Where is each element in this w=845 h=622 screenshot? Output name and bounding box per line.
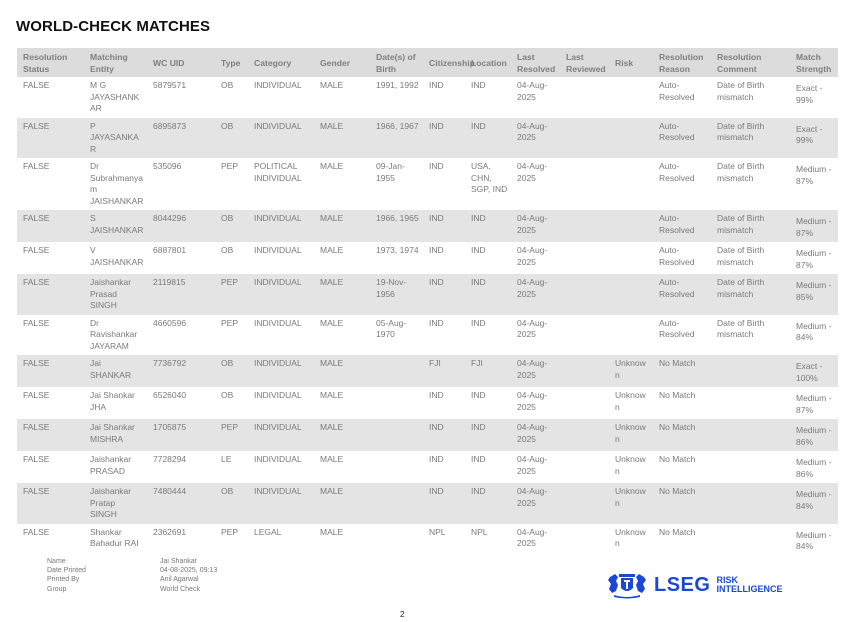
cell-citizenship: IND xyxy=(429,80,444,90)
cell-last-resolved: 04-Aug-2025 xyxy=(511,274,560,315)
cell-resolution-status: FALSE xyxy=(17,274,84,315)
cell-wc-uid: 2362691 xyxy=(153,526,187,537)
cell-location: IND xyxy=(471,454,486,464)
cell-type: PEP xyxy=(221,317,239,328)
cell-last-reviewed xyxy=(560,274,609,315)
cell-gender: MALE xyxy=(314,355,370,387)
cell-location: IND xyxy=(465,483,511,524)
cell-match-strength: Medium - 84% xyxy=(796,320,832,342)
cell-matching-entity: Jaishankar PRASAD xyxy=(90,454,132,476)
cell-resolution-status: FALSE xyxy=(23,80,50,90)
logo-subtitle xyxy=(716,576,782,594)
cell-last-reviewed xyxy=(560,419,609,451)
cell-dob xyxy=(370,419,423,451)
cell-citizenship: IND xyxy=(423,419,465,451)
cell-category: INDIVIDUAL xyxy=(248,210,314,242)
cell-resolution-comment: Date of Birth mismatch xyxy=(711,118,790,159)
cell-match-strength: Medium - 84% xyxy=(790,483,838,524)
cell-last-resolved: 04-Aug-2025 xyxy=(517,454,548,476)
cell-category: POLITICAL INDIVIDUAL xyxy=(254,161,302,183)
cell-last-reviewed xyxy=(560,242,609,274)
world-check-table xyxy=(17,48,838,556)
cell-gender: MALE xyxy=(320,454,344,464)
cell-citizenship: IND xyxy=(429,454,444,464)
cell-location: USA, CHN, SGP, IND xyxy=(471,161,508,194)
value-date-printed: 04-08-2025, 09:13 xyxy=(160,567,218,575)
cell-last-resolved: 04-Aug-2025 xyxy=(511,483,560,524)
cell-type: OB xyxy=(221,390,234,400)
cell-matching-entity: Shankar Bahadur RAI xyxy=(90,526,139,548)
cell-wc-uid: 6895873 xyxy=(147,118,215,159)
cell-resolution-comment: Date of Birth mismatch xyxy=(717,317,765,339)
logo-wordmark: LSEG xyxy=(654,573,711,596)
cell-match-strength: Medium - 87% xyxy=(796,248,832,270)
cell-type: OB xyxy=(215,210,248,242)
cell-last-reviewed xyxy=(560,118,609,159)
cell-wc-uid: 4660596 xyxy=(153,317,187,328)
print-details xyxy=(47,557,217,594)
cell-dob xyxy=(370,387,423,419)
table-row xyxy=(17,419,838,451)
col-category: Category xyxy=(248,48,314,77)
col-dob: Date(s) of Birth xyxy=(370,48,423,77)
page-title: WORLD-CHECK MATCHES xyxy=(16,18,211,35)
cell-last-resolved: 04-Aug-2025 xyxy=(517,390,548,412)
cell-type: OB xyxy=(215,355,248,387)
cell-category: INDIVIDUAL xyxy=(254,454,302,464)
cell-last-reviewed xyxy=(560,387,609,419)
cell-risk: Unknown xyxy=(615,454,646,476)
cell-category: INDIVIDUAL xyxy=(254,317,302,328)
cell-last-resolved: 04-Aug-2025 xyxy=(517,161,548,183)
cell-resolution-status: FALSE xyxy=(23,245,50,255)
cell-citizenship: IND xyxy=(429,161,444,171)
cell-resolution-reason: Auto-Resolved xyxy=(653,274,711,315)
cell-location: IND xyxy=(465,419,511,451)
cell-gender: MALE xyxy=(320,80,344,90)
cell-wc-uid: 7736792 xyxy=(147,355,215,387)
cell-resolution-comment: Date of Birth mismatch xyxy=(717,245,765,267)
cell-last-resolved: 04-Aug-2025 xyxy=(511,118,560,159)
cell-type: PEP xyxy=(221,526,239,537)
cell-category: INDIVIDUAL xyxy=(248,118,314,159)
cell-wc-uid: 5879571 xyxy=(153,80,187,90)
cell-dob: 1991, 1992 xyxy=(376,80,419,90)
table-row xyxy=(17,387,838,419)
cell-resolution-comment: Date of Birth mismatch xyxy=(717,161,765,183)
table-row xyxy=(17,158,838,210)
cell-gender: MALE xyxy=(320,390,344,400)
cell-gender: MALE xyxy=(314,118,370,159)
table-row xyxy=(17,524,838,556)
cell-dob xyxy=(370,483,423,524)
cell-match-strength: Medium - 84% xyxy=(796,529,832,551)
cell-citizenship: IND xyxy=(423,483,465,524)
value-printed-by: Anil Agarwal xyxy=(160,576,199,584)
table-row xyxy=(17,483,838,524)
cell-wc-uid: 6887801 xyxy=(153,245,187,255)
label-name: Name xyxy=(47,558,66,565)
value-name: Jai Shankar xyxy=(160,558,197,565)
cell-gender: MALE xyxy=(320,245,344,255)
table-header-row xyxy=(17,48,838,77)
cell-resolution-status: FALSE xyxy=(23,454,50,464)
cell-last-reviewed xyxy=(560,451,609,483)
cell-resolution-reason: No Match xyxy=(659,526,696,537)
table-body xyxy=(17,77,838,556)
cell-category: INDIVIDUAL xyxy=(254,390,302,400)
cell-gender: MALE xyxy=(320,161,344,171)
cell-last-resolved: 04-Aug-2025 xyxy=(511,419,560,451)
col-wc-uid: WC UID xyxy=(147,48,215,77)
table-row xyxy=(17,77,838,118)
cell-resolution-comment: Date of Birth mismatch xyxy=(711,210,790,242)
col-type: Type xyxy=(215,48,248,77)
cell-citizenship: IND xyxy=(423,274,465,315)
cell-dob: 1973, 1974 xyxy=(376,245,419,255)
cell-wc-uid: 535096 xyxy=(153,161,182,171)
cell-risk xyxy=(609,77,653,118)
cell-resolution-reason: Auto-Resolved xyxy=(659,317,695,339)
cell-match-strength: Medium - 87% xyxy=(790,210,838,242)
cell-matching-entity: Jai SHANKAR xyxy=(84,355,147,387)
cell-resolution-status: FALSE xyxy=(17,210,84,242)
cell-type: OB xyxy=(215,483,248,524)
table-row xyxy=(17,451,838,483)
col-last-reviewed: Last Reviewed xyxy=(560,48,609,77)
cell-resolution-status: FALSE xyxy=(17,419,84,451)
cell-matching-entity: Dr Subrahmanyam JAISHANKAR xyxy=(90,161,144,206)
cell-dob xyxy=(370,524,423,556)
cell-last-reviewed xyxy=(560,315,609,356)
cell-risk: Unknown xyxy=(615,390,646,412)
cell-gender: MALE xyxy=(314,419,370,451)
cell-location: IND xyxy=(465,274,511,315)
cell-last-reviewed xyxy=(560,158,609,210)
cell-category: INDIVIDUAL xyxy=(248,483,314,524)
cell-wc-uid: 8044296 xyxy=(147,210,215,242)
cell-matching-entity: V JAISHANKAR xyxy=(90,245,144,267)
cell-resolution-reason: No Match xyxy=(659,454,696,464)
cell-matching-entity: S JAISHANKAR xyxy=(84,210,147,242)
cell-location: NPL xyxy=(471,526,488,537)
cell-matching-entity: M G JAYASHANKAR xyxy=(90,80,140,113)
cell-matching-entity: Jai Shankar MISHRA xyxy=(84,419,147,451)
cell-category: INDIVIDUAL xyxy=(248,274,314,315)
cell-resolution-comment: Date of Birth mismatch xyxy=(717,80,765,102)
cell-category: LEGAL xyxy=(254,526,282,537)
cell-match-strength: Medium - 85% xyxy=(790,274,838,315)
cell-resolution-reason: No Match xyxy=(653,483,711,524)
cell-match-strength: Medium - 87% xyxy=(796,164,832,186)
table-row xyxy=(17,315,838,356)
cell-gender: MALE xyxy=(314,210,370,242)
cell-resolution-status: FALSE xyxy=(17,483,84,524)
cell-resolution-reason: No Match xyxy=(659,390,696,400)
cell-citizenship: FJI xyxy=(423,355,465,387)
cell-resolution-reason: Auto-Resolved xyxy=(659,161,695,183)
cell-matching-entity: Jaishankar Prasad SINGH xyxy=(84,274,147,315)
cell-last-reviewed xyxy=(560,77,609,118)
col-location: Location xyxy=(465,48,511,77)
cell-dob: 1966, 1965 xyxy=(370,210,423,242)
table-row xyxy=(17,210,838,242)
cell-location: IND xyxy=(465,210,511,242)
cell-risk xyxy=(609,210,653,242)
cell-risk xyxy=(609,158,653,210)
cell-dob: 19-Nov-1956 xyxy=(370,274,423,315)
cell-type: PEP xyxy=(221,161,239,171)
cell-match-strength: Medium - 87% xyxy=(796,393,832,415)
cell-match-strength: Exact - 99% xyxy=(796,83,823,105)
col-citizenship: Citizenship xyxy=(423,48,465,77)
table-row xyxy=(17,355,838,387)
cell-last-reviewed xyxy=(560,483,609,524)
cell-resolution-comment xyxy=(711,524,790,556)
cell-type: PEP xyxy=(215,419,248,451)
cell-citizenship: IND xyxy=(423,118,465,159)
cell-match-strength: Medium - 86% xyxy=(790,419,838,451)
table-row xyxy=(17,118,838,159)
cell-resolution-comment xyxy=(711,387,790,419)
cell-risk xyxy=(609,315,653,356)
cell-dob: 1966, 1967 xyxy=(370,118,423,159)
cell-wc-uid: 1705875 xyxy=(147,419,215,451)
cell-risk: Unknown xyxy=(615,526,646,548)
page-number: 2 xyxy=(400,610,405,619)
cell-category: INDIVIDUAL xyxy=(254,80,302,90)
cell-match-strength: Medium - 86% xyxy=(796,457,832,479)
col-last-resolved: Last Resolved xyxy=(511,48,560,77)
cell-resolution-status: FALSE xyxy=(23,161,50,171)
cell-type: OB xyxy=(215,118,248,159)
cell-type: OB xyxy=(221,245,234,255)
cell-last-resolved: 04-Aug-2025 xyxy=(517,317,548,339)
cell-type: OB xyxy=(221,80,234,90)
cell-risk: Unknown xyxy=(609,355,653,387)
cell-last-resolved: 04-Aug-2025 xyxy=(517,80,548,102)
logo-sub-risk: RISK xyxy=(716,575,738,585)
cell-wc-uid: 2119815 xyxy=(147,274,215,315)
cell-gender: MALE xyxy=(314,483,370,524)
cell-resolution-comment xyxy=(711,419,790,451)
cell-matching-entity: Dr Ravishankar JAYARAM xyxy=(90,317,138,351)
cell-risk xyxy=(609,118,653,159)
cell-category: INDIVIDUAL xyxy=(254,245,302,255)
cell-risk: Unknown xyxy=(609,483,653,524)
cell-wc-uid: 6526040 xyxy=(153,390,187,400)
cell-location: IND xyxy=(471,317,486,328)
lion-unicorn-crest-icon xyxy=(606,571,648,599)
logo-sub-intelligence: INTELLIGENCE xyxy=(716,584,783,594)
col-gender: Gender xyxy=(314,48,370,77)
col-match-strength: Match Strength xyxy=(790,48,838,77)
cell-last-resolved: 04-Aug-2025 xyxy=(517,526,548,548)
cell-gender: MALE xyxy=(320,317,344,328)
table-row xyxy=(17,242,838,274)
label-group: Group xyxy=(47,585,67,593)
cell-location: IND xyxy=(471,390,486,400)
cell-match-strength: Exact - 99% xyxy=(790,118,838,159)
cell-resolution-comment xyxy=(711,483,790,524)
label-date-printed: Date Printed xyxy=(47,567,86,575)
cell-last-resolved: 04-Aug-2025 xyxy=(511,210,560,242)
cell-resolution-reason: Auto-Resolved xyxy=(659,245,695,267)
col-resolution-status: Resolution Status xyxy=(17,48,84,77)
cell-dob xyxy=(370,355,423,387)
cell-type: PEP xyxy=(215,274,248,315)
cell-resolution-reason: Auto-Resolved xyxy=(653,210,711,242)
cell-match-strength: Exact - 100% xyxy=(790,355,838,387)
cell-resolution-status: FALSE xyxy=(17,355,84,387)
col-risk: Risk xyxy=(609,48,653,77)
cell-wc-uid: 7480444 xyxy=(147,483,215,524)
cell-dob xyxy=(370,451,423,483)
cell-matching-entity: Jaishankar Pratap SINGH xyxy=(84,483,147,524)
cell-last-reviewed xyxy=(560,355,609,387)
cell-location: IND xyxy=(465,118,511,159)
cell-resolution-comment xyxy=(711,355,790,387)
cell-wc-uid: 7728294 xyxy=(153,454,187,464)
cell-resolution-status: FALSE xyxy=(23,390,50,400)
cell-risk: Unknown xyxy=(609,419,653,451)
label-printed-by: Printed By xyxy=(47,576,80,584)
cell-resolution-comment: Date of Birth mismatch xyxy=(711,274,790,315)
value-group: World Check xyxy=(160,585,200,593)
cell-last-resolved: 04-Aug-2025 xyxy=(511,355,560,387)
cell-citizenship: IND xyxy=(423,210,465,242)
cell-gender: MALE xyxy=(320,526,344,537)
cell-last-reviewed xyxy=(560,524,609,556)
cell-location: IND xyxy=(471,80,486,90)
cell-risk xyxy=(609,242,653,274)
cell-resolution-reason: Auto-Resolved xyxy=(653,118,711,159)
cell-citizenship: IND xyxy=(429,245,444,255)
cell-citizenship: IND xyxy=(429,390,444,400)
cell-resolution-status: FALSE xyxy=(23,317,50,328)
cell-location: IND xyxy=(471,245,486,255)
cell-resolution-reason: No Match xyxy=(653,355,711,387)
cell-resolution-reason: Auto-Resolved xyxy=(659,80,695,102)
cell-location: FJI xyxy=(465,355,511,387)
cell-type: LE xyxy=(221,454,232,464)
cell-matching-entity: Jai Shankar JHA xyxy=(90,390,135,412)
col-matching-entity: Matching Entity xyxy=(84,48,147,77)
col-resolution-comment: Resolution Comment xyxy=(711,48,790,77)
cell-last-reviewed xyxy=(560,210,609,242)
cell-last-resolved: 04-Aug-2025 xyxy=(517,245,548,267)
cell-risk xyxy=(609,274,653,315)
cell-category: INDIVIDUAL xyxy=(248,355,314,387)
cell-category: INDIVIDUAL xyxy=(248,419,314,451)
cell-resolution-status: FALSE xyxy=(23,526,50,537)
cell-dob: 09-Jan-1955 xyxy=(376,161,405,183)
cell-resolution-status: FALSE xyxy=(17,118,84,159)
col-resolution-reason: Resolution Reason xyxy=(653,48,711,77)
lseg-logo xyxy=(606,571,782,599)
cell-resolution-reason: No Match xyxy=(653,419,711,451)
cell-matching-entity: P JAYASANKAR xyxy=(84,118,147,159)
cell-resolution-comment xyxy=(711,451,790,483)
cell-dob: 05-Aug-1970 xyxy=(376,317,407,339)
cell-gender: MALE xyxy=(314,274,370,315)
cell-citizenship: IND xyxy=(429,317,444,328)
table-row xyxy=(17,274,838,315)
cell-citizenship: NPL xyxy=(429,526,446,537)
